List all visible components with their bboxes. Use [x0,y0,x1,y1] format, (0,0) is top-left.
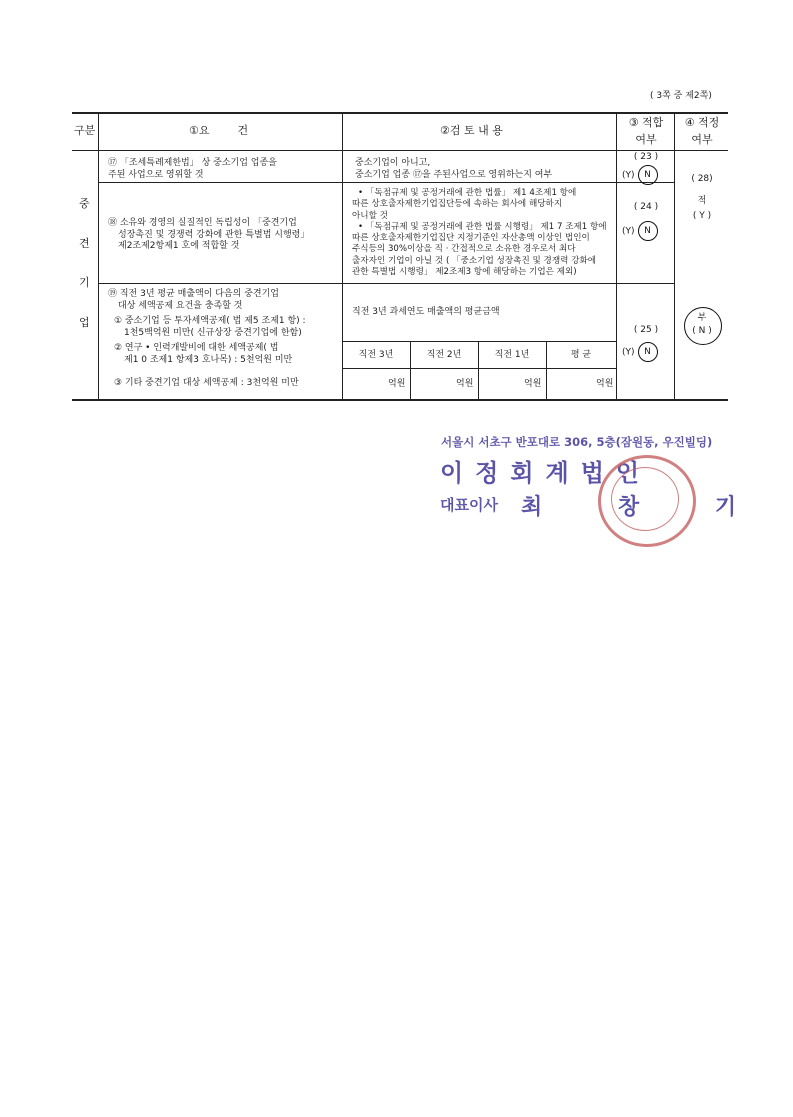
firm-name: 이정회계법인 [440,459,652,487]
sales-divider [342,368,616,369]
proper-line2: ( Y ) [692,211,712,221]
sales-header: 직전 1년 [494,350,530,360]
sales-unit: 억원 [388,379,406,389]
fit-code: ( 23 ) [633,152,659,162]
review-title: 직전 3년 과세연도 매출액의 평균금액 [352,307,500,317]
header-proper [676,114,728,148]
header-fit-line1: ③ 적합 [628,116,664,129]
fit-choice: (Y) N [622,221,658,241]
n-selected-circle: N [638,165,658,185]
fit-code: ( 24 ) [633,202,659,212]
header-proper-line2: 여부 [691,133,713,146]
sales-unit: 억원 [456,379,474,389]
requirement-text: ⑰ 「조세특례제한법」 상 중소기업 업종을 주된 사업으로 영위할 것 [108,158,277,180]
proper-circle-line2: ( N ) [692,326,712,336]
review-text: • 「독점규제 및 공정거래에 관한 법률」 제1 4조제1 항에 따른 상호출자제한기업집단등에 속하는 회사에 해당하지 아니할 것 • 「독점규제 및 공정거래에 관한 법률 시행령」 제1 7 조제1 항에 따른 상호출자제한기업집단 지정기준인 자산총액 이상인 법인이 주식등의 30%이상을 직 · 간접적으로 소유한 경우로서 최다 출자자인 기업이 아닐 것 ( 「중소기업 성장촉진 및 경쟁력 강화에 관한 특별법 시행령」 제2조제3 항에 해당하는 기업은 제외) [352,188,607,278]
proper-code: ( 28) [691,174,713,184]
n-selected-circle: N [638,221,658,241]
header-proper-line1: ④ 적정 [684,116,720,129]
header-category: 구분 [74,124,96,137]
fit-choice: (Y) N [622,165,658,185]
review-text: 중소기업이 아니고, 중소기업 업종 ⑰을 주된사업으로 영위하는지 여부 [355,158,553,180]
sales-header: 직전 3년 [358,350,394,360]
official-seal [598,455,696,547]
sales-divider [342,341,616,342]
n-selected-circle: N [638,342,658,362]
sales-unit: 억원 [596,379,614,389]
firm-address: 서울시 서초구 반포대로 306, 5층(잠원동, 우진빌딩) [441,435,713,449]
representative-title: 대표이사 [440,496,498,514]
header-requirement: ①요 건 [189,124,249,137]
header-review: ②검 토 내 용 [440,124,503,137]
proper-circle-line1: 부 [697,313,707,323]
header-bottom-border [72,150,728,151]
category-char: 중 [79,197,90,210]
row-divider [98,182,674,183]
proper-line1: 적 [697,196,707,206]
col-divider [616,112,617,399]
fit-choice: (Y) N [622,342,658,362]
category-char: 업 [79,316,90,329]
requirement-text: ⑱ 소유와 경영의 실질적인 독립성이 「중견기업 성장촉진 및 경쟁력 강화에 관한 특별법 시행령」 제2조제2항제1 호에 적합할 것 [108,218,310,251]
category-char: 견 [79,237,90,250]
fit-code: ( 25 ) [633,325,659,335]
seal-inner-ring [611,467,679,531]
sales-header: 직전 2년 [426,350,462,360]
sales-header: 평 균 [570,350,592,360]
requirement-text: ⑲ 직전 3년 평균 매출액이 다음의 중견기업 대상 세액공제 요건을 충족할 것 ① 중소기업 등 투자세액공제( 법 제5 조제1 항) : 1천5백억원 미만( 신규상장 중견기업에 한함) ② 연구 • 인력개발비에 대한 세액공제( 법 제1 0 조제1 항제3 호나목) : 5천억원 미만 ③ 기타 중견기업 대상 세액공제 : 3천억원 미만 [108,289,306,388]
header-fit-line2: 여부 [635,133,657,146]
row-divider [98,283,674,284]
table-bottom-border [72,399,728,401]
sales-unit: 억원 [524,379,542,389]
header-fit [618,114,674,148]
representative-name: 최 창 기 [521,495,771,520]
col-divider [98,112,99,399]
category-char: 기 [79,276,90,289]
page-number-label: ( 3쪽 중 제2쪽) [650,91,712,101]
col-divider [674,112,675,399]
